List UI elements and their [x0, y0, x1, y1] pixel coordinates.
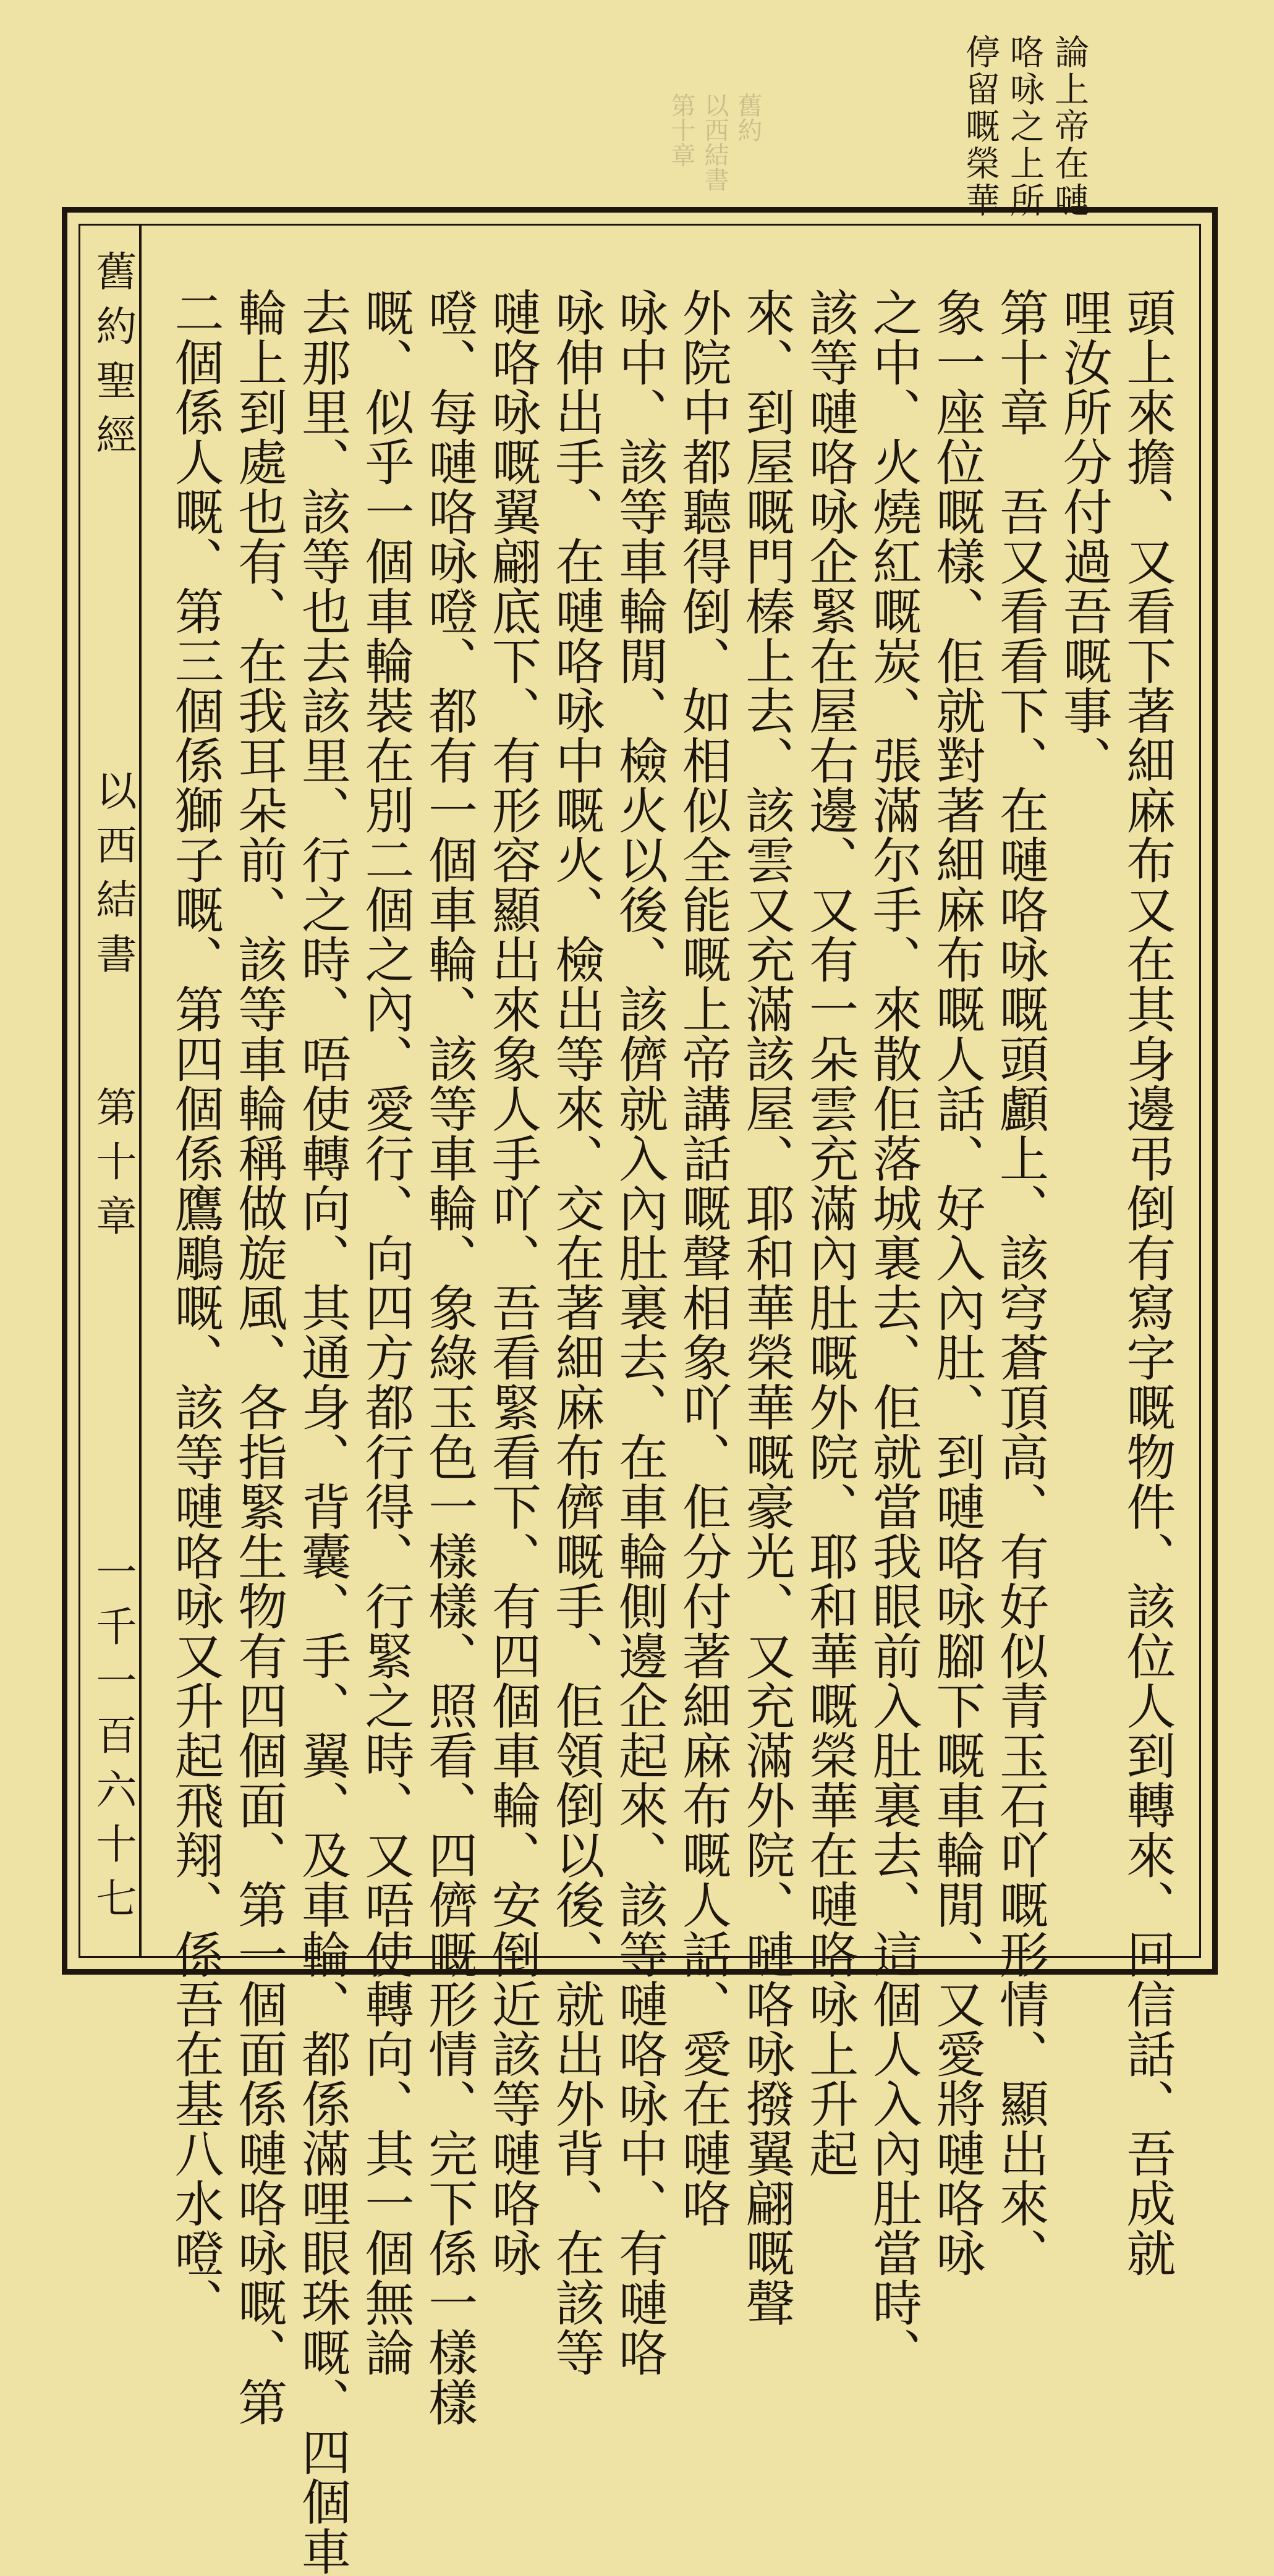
- text-column: 咏中、該等車輪閒、檢火以後、該儕就入內肚裏去、在車輪側邊企起來、該等嗹咯咏中、有嗹咯: [610, 287, 668, 2377]
- text-column: 二個係人嘅、第三個係獅子嘅、第四個係鷹鵰嘅、該等嗹咯咏又升起飛翔、係吾在基八水噔、: [166, 287, 224, 2328]
- page-frame: [62, 207, 1218, 2576]
- text-column: 象一座位嘅樣、佢就對著細麻布嘅人話、好入內肚、到嗹咯咏腳下嘅車輪閒、又愛將嗹咯咏: [927, 287, 985, 2277]
- text-column: 咏伸出手、在嗹咯咏中嘅火、檢出等來、交在著細麻布儕嘅手、佢領倒以後、就出外背、在該等: [546, 287, 605, 2377]
- chapter-label: 第十章: [89, 1086, 137, 1249]
- text-column: 外院中都聽得倒、如相似全能嘅上帝講話嘅聲相象吖、佢分付著細麻布嘅人話、愛在嗹咯: [674, 287, 732, 2228]
- text-column: 頭上來擔、又看下著細麻布又在其身邊弔倒有寫字嘅物件、該位人到轉來、回信話、吾成就: [1118, 287, 1176, 2277]
- heading-line: 咯咏之上所: [1004, 34, 1045, 219]
- text-column: 哩汝所分付過吾嘅事、: [1055, 287, 1113, 785]
- ghost-line: 舊約: [734, 93, 762, 142]
- page-number: 一千一百六十七: [89, 1551, 137, 1931]
- ghost-line: 以西結書: [700, 93, 729, 192]
- text-column: 第十章 吾又看看下、在嗹咯咏嘅頭顱上、該穹蒼頂高、有好似青玉石吖嘅形情、顯出來、: [991, 287, 1049, 2277]
- text-column: 去那里、該等也去該里、行之時、唔使轉向、其通身、背囊、手、翼、及車輪、都係滿哩眼珠嘅、四個車: [293, 287, 351, 2576]
- text-column: 噔、每嗹咯咏噔、都有一個車輪、該等車輪、象綠玉色一樣樣、照看、四儕嘅形情、完下係一樣樣: [420, 287, 478, 2427]
- heading-line: 論上帝在嗹: [1049, 34, 1089, 219]
- text-column: 輪上到處也有、在我耳朵前、該等車輪稱做旋風、各指緊生物有四個面、第一個面係嗹咯咏嘅、第: [229, 287, 287, 2427]
- text-column: 來、到屋嘅門榛上去、該雲又充滿該屋、耶和華榮華嘅豪光、又充滿外院、嗹咯咏撥翼翩嘅聲: [737, 287, 795, 2328]
- side-chapter-group: [83, 769, 142, 1249]
- text-column: 之中、火燒紅嘅炭、張滿尔手、來散佢落城裏去、佢就當我眼前入肚裏去、這個人入內肚當時、: [864, 287, 922, 2377]
- text-body: [166, 287, 1176, 2576]
- ghost-line: 第十章: [667, 93, 695, 167]
- marginal-heading: [960, 34, 1089, 219]
- inner-frame: [79, 224, 1201, 2576]
- book-name: 以西結書: [89, 769, 137, 987]
- text-column: 嗹咯咏嘅翼翩底下、有形容顯出來象人手吖、吾看緊看下、有四個車輪、安倒近該等嗹咯咏: [483, 287, 541, 2277]
- heading-line: 停留嘅榮華: [960, 34, 1000, 219]
- text-column: 該等嗹咯咏企緊在屋右邊、又有一朵雲充滿內肚嘅外院、耶和華嘅榮華在嗹咯咏上升起: [800, 287, 859, 2178]
- book-title: 舊約聖經: [89, 250, 137, 468]
- side-label: [87, 250, 139, 1931]
- show-through-text: [668, 93, 762, 192]
- text-column: 嘅、似乎一個車輪裝在別二個之內、愛行、向四方都行得、行緊之時、又唔使轉向、其一個無論: [356, 287, 414, 2377]
